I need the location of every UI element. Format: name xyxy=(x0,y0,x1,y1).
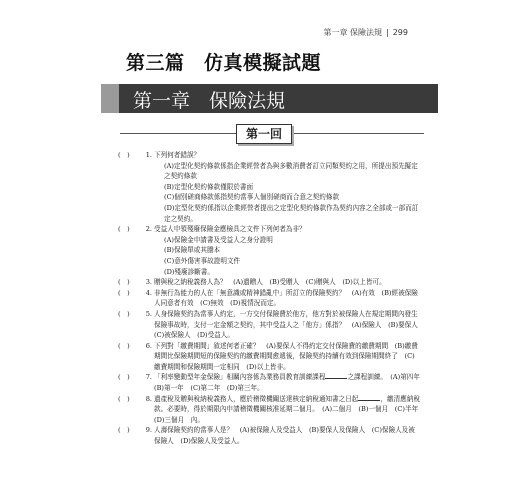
question-number: 5. xyxy=(145,309,152,318)
part-title: 第三篇 仿真模擬試題 xyxy=(126,52,322,74)
running-head xyxy=(323,27,408,38)
answer-blank: ( ) xyxy=(118,278,130,287)
question-3 xyxy=(118,277,420,288)
chapter-banner xyxy=(101,84,438,113)
answer-blank: ( ) xyxy=(118,151,130,159)
question-number: 1. xyxy=(145,151,152,159)
answer-blank: ( ) xyxy=(118,288,130,297)
option-c: (C)個別磋商條款係指契約當事人個別磋商而合意之契約條款 xyxy=(164,193,340,202)
round-title: 第一回 xyxy=(236,124,292,144)
chapter-title: 第一章 保險法規 xyxy=(133,90,286,112)
answer-blank: ( ) xyxy=(118,426,130,435)
question-stem: 下列對「繳費期間」敘述何者正確？ (A)要保人不得約定交付保險費的繳費期間 (B)繳費期間比保險期間短的保險契約的繳費期間愈遞後，保險契約持續有效到保險期間終了 (C)繳費期間和保險期間一定相同 (D)以上皆非。 xyxy=(154,341,418,371)
question-2 xyxy=(118,224,420,277)
stem-after-blank: 之課程訓練。 (A)第四年 (B)第一年 (C)第二年 (D)第三年。 xyxy=(154,373,427,393)
question-number: 8. xyxy=(145,394,152,403)
question-stem: 非無行為能力的人在「無意識或精神錯亂中」所訂立的保險契約？ (A)有效 (B)經被保險人同意者有效 (C)無效 (D)視情況而定。 xyxy=(154,288,418,308)
answer-blank: ( ) xyxy=(118,394,130,403)
option-c: (C)意外傷害事故證明文件 xyxy=(164,256,241,265)
question-stem xyxy=(154,372,427,393)
question-1 xyxy=(118,150,420,224)
option-a: (A)定型化契約條款係指企業經營者為與多數消費者訂立同類契約之用，所提出預先擬定之契約條款 xyxy=(164,161,418,181)
option-b: (B)定型化契約條款僅限於書面 xyxy=(164,182,254,191)
answer-blank: ( ) xyxy=(118,373,130,382)
question-stem: 人身保險契約為當事人約定，一方交付保險費於他方，他方對於被保險人在規定期間內發生保險事故時，支付一定金額之契約，其中受益人之「他方」係指？ (A)保險人 (B)要保人 (C)被保險人 (D)受益人。 xyxy=(154,309,425,340)
question-stem xyxy=(154,394,425,426)
question-stem: 受益人申領殘廢保險金應檢具之文件下列何者為非？ xyxy=(154,225,306,234)
question-4 xyxy=(118,288,420,309)
question-list xyxy=(118,150,427,447)
answer-blank: ( ) xyxy=(118,225,130,234)
question-number: 7. xyxy=(145,373,152,382)
fill-in-blank xyxy=(358,394,380,401)
running-head-separator: | xyxy=(386,28,389,37)
question-number: 6. xyxy=(145,341,152,350)
question-8 xyxy=(118,394,425,426)
question-9 xyxy=(118,425,420,446)
page-number: 299 xyxy=(392,28,408,37)
running-head-chapter: 第一章 保險法規 xyxy=(323,28,383,37)
question-number: 2. xyxy=(145,225,152,234)
answer-blank: ( ) xyxy=(118,309,130,318)
answer-blank: ( ) xyxy=(118,341,130,350)
option-a: (A)保險金申請書及受益人之身分證明 xyxy=(164,235,273,244)
question-stem: 人壽保險契約的當事人是？ (A)被保險人及受益人 (B)要保人及保險人 (C)保險人及被保險人 (D)保險人及受益人。 xyxy=(154,426,415,446)
question-5 xyxy=(118,309,425,341)
question-6 xyxy=(118,341,420,373)
question-number: 9. xyxy=(145,426,152,435)
stem-before-blank: 「利率變動型年金保險」相關內容係為業務員教育訓練課程 xyxy=(154,373,326,382)
question-number: 4. xyxy=(145,288,152,297)
stem-before-blank: 遺產稅及贈與稅納稅義務人，應於稽徵機關送達核定納稅通知書之日起 xyxy=(154,394,359,403)
question-stem: 贈與稅之納稅義務人為？ (A)遺贈人 (B)受贈人 (C)贈與人 (D)以上皆可。 xyxy=(154,278,386,287)
question-number: 3. xyxy=(145,278,152,287)
option-d: (D)殘廢診斷書。 xyxy=(164,267,214,276)
stem-after-blank: ，繳清應納稅款。必要時，得於期限內申請稽徵機關核准延期二個月。 (A)二個月 (B)一個月 (C)半年 (D)三個月 內。 xyxy=(154,394,425,424)
option-b: (B)保險單或其謄本 xyxy=(164,246,221,255)
question-stem: 下列何者錯誤？ xyxy=(154,151,201,159)
option-d: (D)定型化契約係指以企業經營者提出之定型化契約條款作為契約內容之全部或一部而訂定之契約。 xyxy=(164,203,419,223)
fill-in-blank xyxy=(325,372,347,379)
question-7 xyxy=(118,372,427,393)
